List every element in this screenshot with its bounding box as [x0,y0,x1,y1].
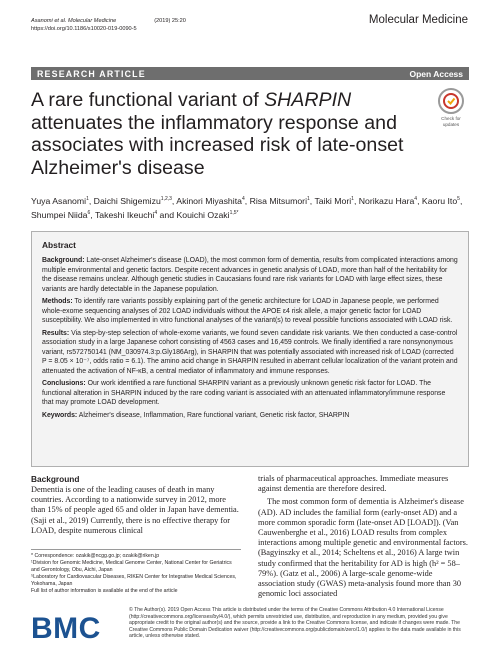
author-name[interactable]: Kouichi Ozaki [176,210,230,221]
affiliation-1: ¹Division for Genomic Medicine, Medical Genome Center, National Center for Geriatrics and Gerontology, Obu, Aichi, Japan [31,560,232,573]
article-type: RESEARCH ARTICLE [37,68,146,79]
author-name[interactable]: Akinori Miyashita [176,195,242,206]
affiliation-marker: 5 [457,196,460,202]
author-name[interactable]: Taiki Mori [314,195,352,206]
author-list: Yuya Asanomi$^1$, Daichi Shigemizu$^{1,2,3}$, Akinori Miyashita$^4$, Risa Mitsumori$^1$, Taiki Mori$^1$, Norikazu Hara$^4$, Kaoru Ito$^5$, Shumpei Niida$^6$, Takeshi Ikeuchi$^4$ and Kouichi Ozaki$^{1,5*}$ [31,195,463,221]
body-column-right [258,474,470,599]
body-paragraph: The most common form of dementia is Alzheimer's disease (AD). AD includes the familial form (early-onset AD) and a more common sporadic form (late-onset AD [LOAD]). (Van Cauwenberghe et al., 2016) LOAD results from complex interactions among multiple genetic and environmental factors. (Bagyinszky et al., 2014; Scheltens et al., 2016) A large twin study confirmed that the heritability for AD is high (h² = 58–79%). (Gatz et al., 2006) A large-scale genome-wide association study (GWAS) meta-analysis found more than 30 genomic loci associated [258,497,468,599]
check-updates-icon [438,88,464,114]
affiliation-marker: 4 [414,196,418,202]
abstract-heading: Abstract [42,240,76,250]
abstract-background: Background: Late-onset Alzheimer's disease (LOAD), the most common form of dementia, results from complicated interactions among multiple environmental and genetic factors. Despite recent advances in genetic analysis of LOAD, more than half of the heritability for the disease remains unclear. Although genetic studies in Caucasians found rare risk variants for LOAD with large effect sizes, these variants are hardly detectable in the Japanese population. [42,257,458,293]
article-type-banner [31,67,469,80]
affiliation-marker: 1 [86,196,89,202]
author-name[interactable]: Shumpei Niida [31,210,88,221]
author-name[interactable]: Takeshi Ikeuchi [94,210,155,221]
body-paragraph: Dementia is one of the leading causes of death in many countries. According to a nationwide survey in 2012, more than 15% of people aged 65 and older in Japan have dementia. (Saji et al., 2019) Currently, there is no effective therapy for LOAD, despite numerous clinical [31,485,239,535]
journal-name: Molecular Medicine [368,14,468,26]
open-access-label: Open Access [409,68,463,79]
author-info-note: Full list of author information is available at the end of the article [31,588,178,594]
abstract-methods: Methods: To identify rare variants possibly explaining part of the genetic architecture for LOAD in Japanese people, we performed whole-exome sequencing analyses of 202 LOAD individuals without the APOE ε4 risk allele, a major genetic factor for LOAD susceptibility. We also implemented in vitro functional analyses of the variant(s) to reveal possible functions associated with LOAD risk. [42,298,453,324]
author-name[interactable]: Yuya Asanomi [31,195,87,206]
author-name[interactable]: Risa Mitsumori [249,195,308,206]
affiliation-marker: 6 [87,210,91,217]
affiliation-marker: 1,5* [229,210,239,217]
body-column-left [31,474,241,536]
abstract-keywords: Keywords: Alzheimer's disease, Inflammation, Rare functional variant, Genetic risk factor, SHARPIN [42,411,350,419]
correspondence[interactable]: * Correspondence: ozakik@ncgg.go.jp; ozakik@riken.jp [31,553,160,559]
affiliation-marker: 1 [351,196,354,202]
abstract-results: Results: Via step-by-step selection of whole-exome variants, we found seven candidate risk variants. We then conducted a case-control association study in a large Japanese cohort consisting of 4563 cases and 16,459 controls. We finally identified a rare nonsynonymous variant, rs572750141 (NM_030974.3:p.Gly186Arg), in SHARPIN that was potentially associated with increased risk of LOAD (corrected P = 8.05 × 10⁻⁷, odds ratio = 6.1). The amino acid change in SHARPIN resulted in aberrant cellular localization of the variant protein and attenuated the activation of NF-κB, a central mediator of inflammatory and immune responses. [42,329,458,375]
body-paragraph: trials of pharmaceutical approaches. Immediate measures against dementia are therefore desired. [258,474,449,494]
article-title: A rare functional variant of SHARPIN attenuates the inflammatory response and associates with increased risk of late-onset Alzheimer's disease [31,89,404,179]
author-name[interactable]: Norikazu Hara [358,195,415,206]
affiliation-5: ⁵Laboratory for Cardiovascular Diseases, RIKEN Center for Integrative Medical Sciences, Yokohama, Japan [31,574,237,587]
affiliation-marker: 4 [154,210,158,217]
author-name[interactable]: Kaoru Ito [421,195,458,206]
bmc-logo: BMC [31,612,101,645]
affiliation-marker: 1,2,3 [160,196,172,202]
check-updates-label: Check for updates [441,116,461,127]
citation: Asanomi et al. Molecular Medicine [31,18,117,24]
check-for-updates-button[interactable] [433,88,469,127]
abstract-conclusions: Conclusions: Our work identified a rare functional SHARPIN variant as a previously unknown genetic risk factor for LOAD. The functional alteration in SHARPIN induced by the rare coding variant is associated with an attenuated inflammatory/immune response that may promote LOAD development. [42,380,446,406]
year-pages: (2019) 25:20 [154,18,186,24]
affiliation-marker: 1 [307,196,310,202]
gene-name: SHARPIN [264,89,352,111]
license-text: © The Author(s). 2019 Open Access This article is distributed under the terms of the Creative Commons Attribution 4.0 International License (http://creativecommons.org/licenses/by/4.0/), which permits unrestricted use, distribution, and reproduction in any medium, provided you give appropriate credit to the original author(s) and the source, provide a link to the Creative Commons license, and indicate if changes were made. The Creative Commons Public Domain Dedication waiver (http://creativecommons.org/publicdomain/zero/1.0/) applies to the data made available in this article, unless otherwise stated. [129,607,461,639]
abstract-box [31,231,469,467]
doi-link[interactable]: https://doi.org/10.1186/s10020-019-0090-5 [31,26,137,32]
running-header [31,17,186,33]
section-heading-background: Background [31,474,80,484]
footnotes [31,549,241,595]
affiliation-marker: 4 [241,196,245,202]
author-name[interactable]: Daichi Shigemizu [93,195,161,206]
